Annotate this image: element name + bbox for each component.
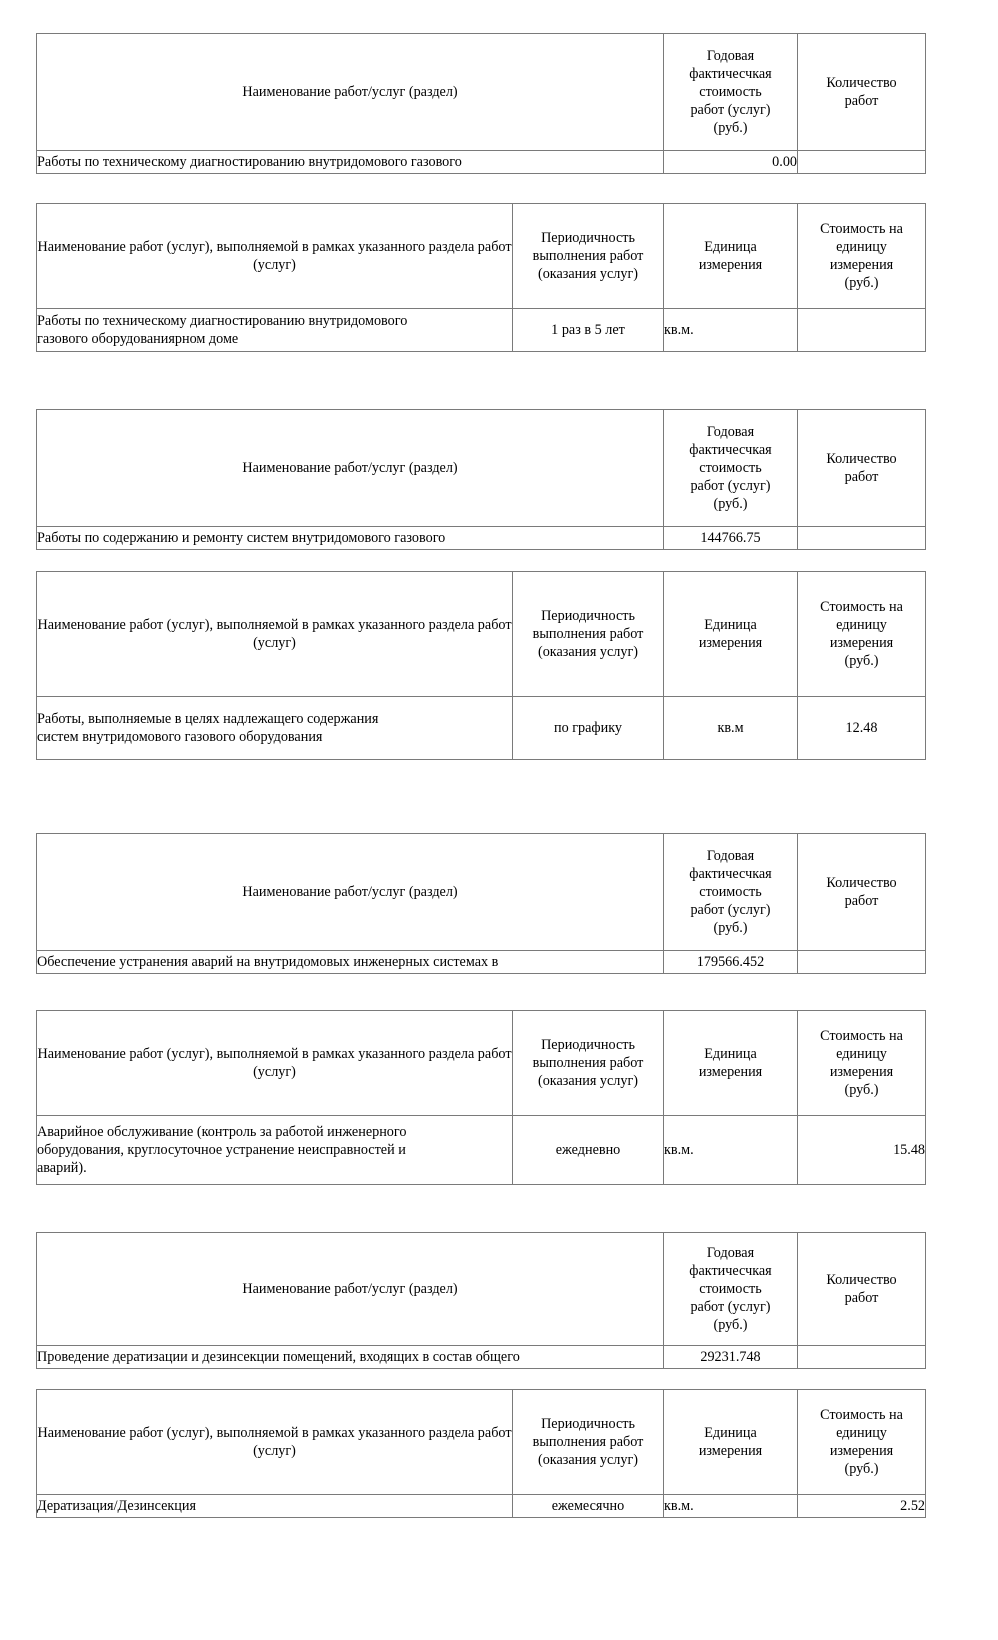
work-name-cell: Дератизация/Дезинсекция [37,1495,513,1518]
section-table-4 [36,1232,926,1369]
unit-cost-cell [798,309,926,352]
detail-table-4 [36,1389,926,1518]
table-row [37,1346,926,1369]
column-header-periodicity: Периодичность выполнения работ (оказания услуг) [513,1011,664,1116]
work-count-cell [798,1346,926,1369]
table-header-row [37,410,926,527]
work-name-cell: Аварийное обслуживание (контроль за работой инженерного оборудования, круглосуточное устранение неисправностей и аварий). [37,1116,513,1185]
table-row [37,309,926,352]
section-table-1 [36,33,926,174]
periodicity-cell: ежедневно [513,1116,664,1185]
unit-cell: кв.м [664,697,798,760]
column-header-annual-cost: Годовая фактичесчкая стоимость работ (услуг) (руб.) [664,34,798,151]
table-header-row [37,1233,926,1346]
column-header-periodicity: Периодичность выполнения работ (оказания услуг) [513,204,664,309]
column-header-unit-cost: Стоимость на единицу измерения (руб.) [798,572,926,697]
periodicity-cell: 1 раз в 5 лет [513,309,664,352]
column-header-work-count: Количество работ [798,410,926,527]
detail-table-2 [36,571,926,760]
table-row [37,151,926,174]
work-count-cell [798,527,926,550]
column-header-work-name: Наименование работ (услуг), выполняемой в рамках указанного раздела работ (услуг) [37,1390,513,1495]
table-row [37,1495,926,1518]
periodicity-cell: по графику [513,697,664,760]
section-name-cell: Обеспечение устранения аварий на внутридомовых инженерных системах в [37,951,664,974]
work-count-cell [798,951,926,974]
section-table-2 [36,409,926,550]
detail-table-3 [36,1010,926,1185]
column-header-unit: Единица измерения [664,1011,798,1116]
column-header-name: Наименование работ/услуг (раздел) [37,1233,664,1346]
column-header-name: Наименование работ/услуг (раздел) [37,410,664,527]
annual-cost-cell: 179566.452 [664,951,798,974]
unit-cell: кв.м. [664,309,798,352]
section-name-cell: Проведение дератизации и дезинсекции помещений, входящих в состав общего [37,1346,664,1369]
section-name-cell: Работы по техническому диагностированию внутридомового газового [37,151,664,174]
table-row [37,1116,926,1185]
work-name-cell: Работы по техническому диагностированию внутридомового газового оборудованиярном доме [37,309,513,352]
work-count-cell [798,151,926,174]
column-header-unit-cost: Стоимость на единицу измерения (руб.) [798,1390,926,1495]
annual-cost-cell: 144766.75 [664,527,798,550]
column-header-work-count: Количество работ [798,1233,926,1346]
table-row [37,951,926,974]
section-table-3 [36,833,926,974]
unit-cost-cell: 12.48 [798,697,926,760]
column-header-work-name: Наименование работ (услуг), выполняемой в рамках указанного раздела работ (услуг) [37,204,513,309]
column-header-unit: Единица измерения [664,1390,798,1495]
column-header-unit: Единица измерения [664,572,798,697]
table-header-row [37,204,926,309]
annual-cost-cell: 0.00 [664,151,798,174]
column-header-work-count: Количество работ [798,834,926,951]
column-header-annual-cost: Годовая фактичесчкая стоимость работ (услуг) (руб.) [664,1233,798,1346]
table-header-row [37,572,926,697]
unit-cell: кв.м. [664,1495,798,1518]
column-header-unit-cost: Стоимость на единицу измерения (руб.) [798,204,926,309]
column-header-periodicity: Периодичность выполнения работ (оказания услуг) [513,1390,664,1495]
annual-cost-cell: 29231.748 [664,1346,798,1369]
detail-table-1 [36,203,926,352]
unit-cost-cell: 15.48 [798,1116,926,1185]
column-header-work-name: Наименование работ (услуг), выполняемой в рамках указанного раздела работ (услуг) [37,572,513,697]
table-header-row [37,34,926,151]
column-header-annual-cost: Годовая фактичесчкая стоимость работ (услуг) (руб.) [664,410,798,527]
periodicity-cell: ежемесячно [513,1495,664,1518]
column-header-work-name: Наименование работ (услуг), выполняемой в рамках указанного раздела работ (услуг) [37,1011,513,1116]
section-name-cell: Работы по содержанию и ремонту систем внутридомового газового [37,527,664,550]
column-header-name: Наименование работ/услуг (раздел) [37,34,664,151]
table-header-row [37,834,926,951]
column-header-unit-cost: Стоимость на единицу измерения (руб.) [798,1011,926,1116]
table-header-row [37,1011,926,1116]
unit-cell: кв.м. [664,1116,798,1185]
unit-cost-cell: 2.52 [798,1495,926,1518]
table-row [37,697,926,760]
column-header-periodicity: Периодичность выполнения работ (оказания услуг) [513,572,664,697]
table-row [37,527,926,550]
column-header-name: Наименование работ/услуг (раздел) [37,834,664,951]
column-header-work-count: Количество работ [798,34,926,151]
work-name-cell: Работы, выполняемые в целях надлежащего содержания систем внутридомового газового оборудования [37,697,513,760]
column-header-annual-cost: Годовая фактичесчкая стоимость работ (услуг) (руб.) [664,834,798,951]
column-header-unit: Единица измерения [664,204,798,309]
table-header-row [37,1390,926,1495]
